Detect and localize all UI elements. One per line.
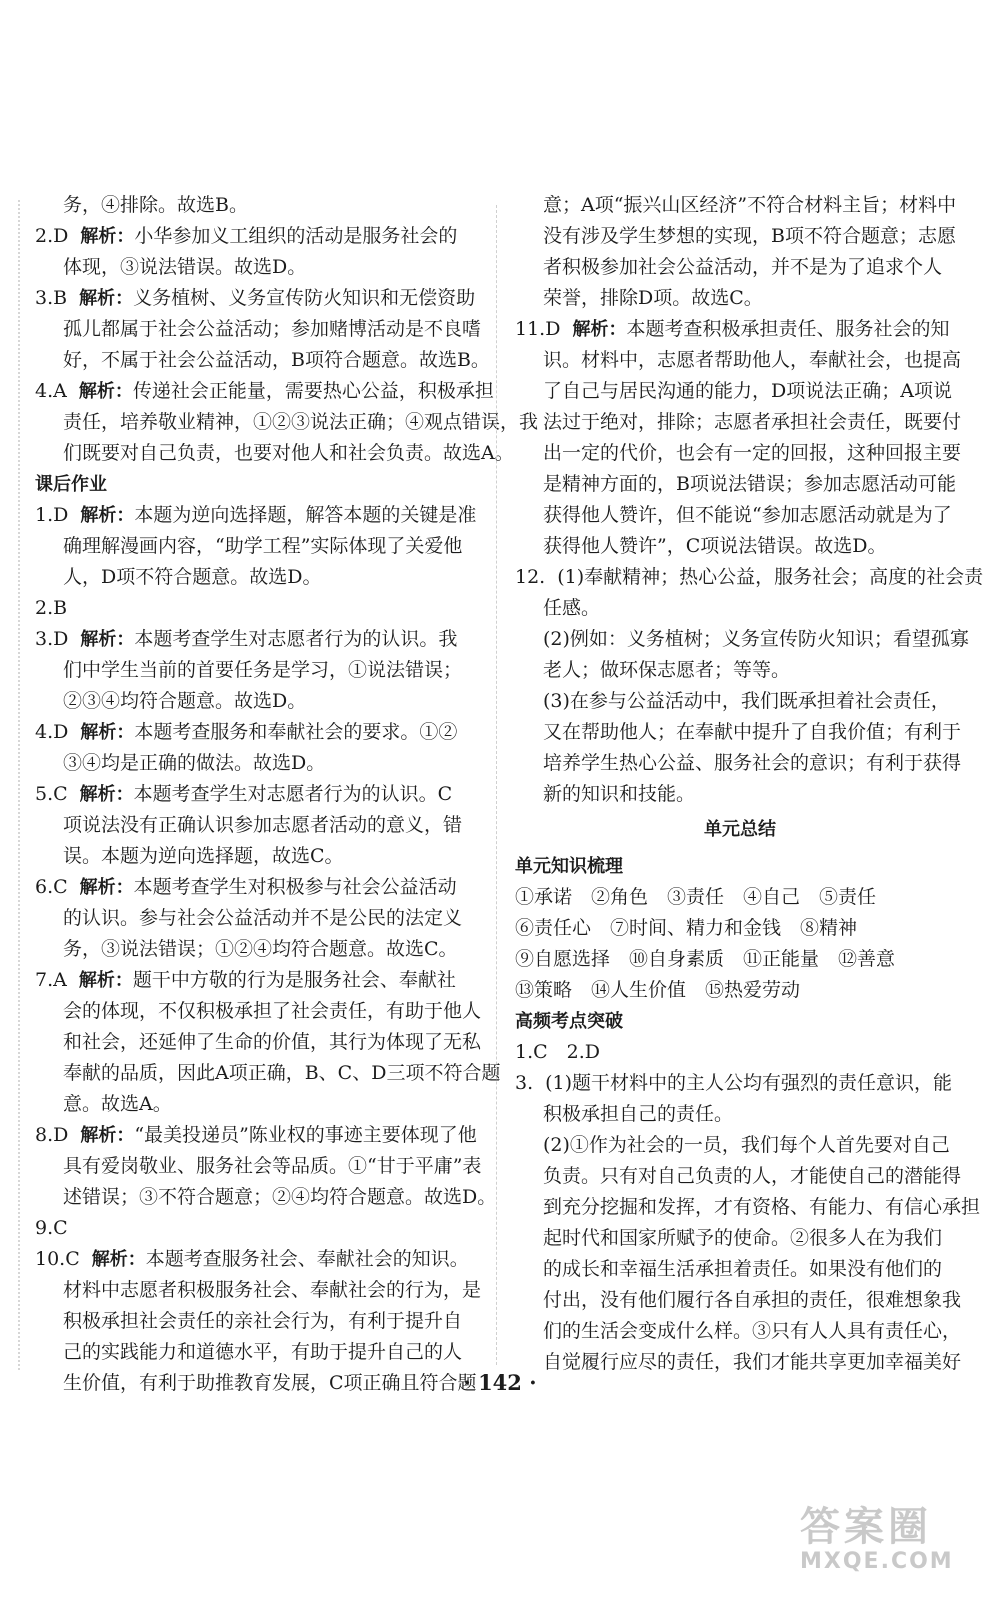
analysis-label: 解析：	[79, 288, 134, 309]
answer-number: 6.C	[35, 876, 68, 898]
answer-number: 3.D	[35, 628, 69, 650]
text-line: ②③④均符合题意。故选D。	[63, 690, 307, 712]
text-line: 具有爱岗敬业、服务社会等品质。①“甘于平庸”表	[63, 1155, 482, 1177]
text-line: 意。故选A。	[63, 1093, 172, 1115]
answer-item	[35, 624, 485, 655]
text-line: 获得他人赞许”，C项说法错误。故选D。	[543, 535, 887, 557]
answer-item	[35, 965, 485, 996]
text-line: 培养学生热心公益、服务社会的意识；有利于获得	[543, 752, 962, 774]
analysis-label: 解析：	[80, 1125, 135, 1146]
answer-text: 义务植树、义务宣传防火知识和无偿资助	[133, 287, 476, 309]
scan-edge-marks	[18, 200, 20, 1370]
section-heading: 单元知识梳理	[515, 856, 623, 877]
answer-number: 8.D	[35, 1124, 69, 1146]
answer-text: 题干中方敬的行为是服务社会、奉献社	[132, 969, 456, 991]
text-line: 了自己与居民沟通的能力，D项说法正确；A项说	[543, 380, 952, 402]
answer-number: 11.D	[515, 318, 561, 340]
text-line: 荣誉，排除D项。故选C。	[543, 287, 763, 309]
analysis-label: 解析：	[79, 784, 134, 805]
text-line: 责任，培养敬业精神，①②③说法正确；④观点错误，我	[63, 411, 539, 433]
text-line: 项说法没有正确认识参加志愿者活动的意义，错	[63, 814, 463, 836]
answer-number: 2.B	[35, 597, 68, 619]
answer-item	[515, 562, 984, 593]
text-line: 的成长和幸福生活承担着责任。如果没有他们的	[543, 1258, 943, 1280]
text-line: 材料中志愿者积极服务社会、奉献社会的行为，是	[63, 1279, 482, 1301]
answer-item	[35, 1244, 485, 1275]
text-line: 己的实践能力和道德水平，有助于提升自己的人	[63, 1341, 463, 1363]
answer-number: 10.C	[35, 1248, 80, 1270]
answer-number: 2.D	[35, 225, 69, 247]
text-line: 们中学生当前的首要任务是学习，①说法错误；	[63, 659, 463, 681]
answer-number: 9.C	[35, 1217, 68, 1239]
text-line: 起时代和国家所赋予的使命。②很多人在为我们	[543, 1227, 943, 1249]
analysis-label: 解析：	[80, 505, 135, 526]
analysis-label: 解析：	[80, 722, 135, 743]
answer-item	[35, 1120, 485, 1151]
analysis-label: 解析：	[79, 877, 134, 898]
answer-number: 5.C	[35, 783, 68, 805]
answer-item	[35, 872, 485, 903]
analysis-label: 解析：	[572, 319, 627, 340]
answer-item	[515, 1068, 965, 1099]
answer-number: 12.	[515, 566, 546, 588]
answer-text: 本题为逆向选择题，解答本题的关键是准	[134, 504, 477, 526]
answer-item	[35, 1213, 485, 1244]
answer-number: 3.B	[35, 287, 68, 309]
answer-item	[35, 717, 485, 748]
unit-summary-title: 单元总结	[704, 819, 776, 840]
watermark-logo-text: 答案圈	[800, 1504, 932, 1550]
text-line: 者积极参加社会公益活动，并不是为了追求个人	[543, 256, 943, 278]
section-heading: 课后作业	[35, 474, 107, 495]
answer-number: 4.D	[35, 721, 69, 743]
text-line: 到充分挖掘和发挥，才有资格、有能力、有信心承担	[543, 1196, 981, 1218]
watermark-logo	[800, 1505, 980, 1585]
text-line: 任感。	[543, 597, 601, 619]
text-line: 负责。只有对自己负责的人，才能使自己的潜能得	[543, 1165, 962, 1187]
answer-text: 传递社会正能量，需要热心公益，积极承担	[132, 380, 494, 402]
text-line: 好，不属于社会公益活动，B项符合题意。故选B。	[63, 349, 490, 371]
text-line: 1.C 2.D	[515, 1041, 601, 1063]
answer-text: 本题考查积极承担责任、服务社会的知	[626, 318, 950, 340]
text-line: 积极承担自己的责任。	[543, 1103, 734, 1125]
text-line: ③④均是正确的做法。故选D。	[63, 752, 326, 774]
text-line: 孤儿都属于社会公益活动；参加赌博活动是不良嗜	[63, 318, 482, 340]
answer-text: “最美投递员”陈业权的事迹主要体现了他	[134, 1124, 477, 1146]
answer-item	[35, 221, 485, 252]
text-line: 体现，③说法错误。故选D。	[63, 256, 307, 278]
text-line: 付出，没有他们履行各自承担的责任，很难想象我	[543, 1289, 962, 1311]
answer-text: 本题考查学生对积极参与社会公益活动	[133, 876, 457, 898]
text-line: 们的生活会变成什么样。③只有人人具有责任心，	[543, 1320, 962, 1342]
text-line: 识。材料中，志愿者帮助他人，奉献社会，也提高	[543, 349, 962, 371]
answer-item	[35, 593, 485, 624]
answer-text: 本题考查服务和奉献社会的要求。①②	[134, 721, 458, 743]
answer-text: (1)题干材料中的主人公均有强烈的责任意识，能	[545, 1072, 953, 1094]
answer-item	[35, 500, 485, 531]
text-line: 积极承担社会责任的亲社会行为，有利于提升自	[63, 1310, 463, 1332]
section-heading: 高频考点突破	[515, 1011, 623, 1032]
text-line: ⑨自愿选择 ⑩自身素质 ⑪正能量 ⑫善意	[515, 948, 896, 970]
answer-item	[35, 376, 494, 407]
text-line: 们既要对自己负责，也要对他人和社会负责。故选A。	[63, 442, 514, 464]
page-number: · 142 ·	[463, 1370, 537, 1395]
text-line: 务，④排除。故选B。	[63, 194, 248, 216]
text-line: 误。本题为逆向选择题，故选C。	[63, 845, 344, 867]
answer-item	[515, 314, 965, 345]
answer-text: 本题考查学生对志愿者行为的认识。我	[134, 628, 458, 650]
answer-text: 本题考查学生对志愿者行为的认识。C	[133, 783, 453, 805]
text-line: 法过于绝对，排除；志愿者承担社会责任，既要付	[543, 411, 962, 433]
text-line: 出一定的代价，也会有一定的回报，这种回报主要	[543, 442, 962, 464]
text-line: 务，③说法错误；①②④均符合题意。故选C。	[63, 938, 458, 960]
text-line: 意；A项“振兴山区经济”不符合材料主旨；材料中	[543, 194, 957, 216]
answer-number: 7.A	[35, 969, 67, 991]
text-line: ①承诺 ②角色 ③责任 ④自己 ⑤责任	[515, 886, 877, 908]
answer-item	[35, 779, 485, 810]
answer-item	[35, 283, 485, 314]
right-column	[515, 190, 984, 1378]
analysis-label: 解析：	[80, 629, 135, 650]
analysis-label: 解析：	[78, 381, 133, 402]
text-line: 人，D项不符合题意。故选D。	[63, 566, 322, 588]
text-line: (3)在参与公益活动中，我们既承担着社会责任，	[543, 690, 950, 712]
text-line: 和社会，还延伸了生命的价值，其行为体现了无私	[63, 1031, 482, 1053]
analysis-label: 解析：	[80, 226, 135, 247]
text-line: 生价值，有利于助推教育发展，C项正确且符合题	[63, 1372, 477, 1394]
text-line: 获得他人赞许，但不能说“参加志愿活动就是为了	[543, 504, 952, 526]
watermark-site-text: MXQE.COM	[800, 1549, 954, 1574]
analysis-label: 解析：	[78, 970, 133, 991]
answer-text: (1)奉献精神；热心公益，服务社会；高度的社会责	[557, 566, 984, 588]
text-line: 老人；做环保志愿者；等等。	[543, 659, 791, 681]
text-line: 的认识。参与社会公益活动并不是公民的法定义	[63, 907, 463, 929]
text-line: 新的知识和技能。	[543, 783, 696, 805]
analysis-label: 解析：	[91, 1249, 146, 1270]
text-line: (2)①作为社会的一员，我们每个人首先要对自己	[543, 1134, 950, 1156]
text-line: 又在帮助他人；在奉献中提升了自我价值；有利于	[543, 721, 962, 743]
text-line: ⑥责任心 ⑦时间、精力和金钱 ⑧精神	[515, 917, 858, 939]
text-line: 会的体现，不仅积极承担了社会责任，有助于他人	[63, 1000, 482, 1022]
answer-text: 小华参加义工组织的活动是服务社会的	[134, 225, 458, 247]
text-line: 自觉履行应尽的责任，我们才能共享更加幸福美好	[543, 1351, 962, 1373]
text-line: 确理解漫画内容，“助学工程”实际体现了关爱他	[63, 535, 463, 557]
text-line: 奉献的品质，因此A项正确，B、C、D三项不符合题	[63, 1062, 501, 1084]
answer-text: 本题考查服务社会、奉献社会的知识。	[145, 1248, 469, 1270]
column-divider	[496, 205, 497, 1365]
text-line: 述错误；③不符合题意；②④均符合题意。故选D。	[63, 1186, 497, 1208]
text-line: 没有涉及学生梦想的实现，B项不符合题意；志愿	[543, 225, 956, 247]
text-line: ⑬策略 ⑭人生价值 ⑮热爱劳动	[515, 979, 801, 1001]
text-line: (2)例如：义务植树；义务宣传防火知识；看望孤寡	[543, 628, 969, 650]
answer-number: 4.A	[35, 380, 67, 402]
text-line: 是精神方面的，B项说法错误；参加志愿活动可能	[543, 473, 956, 495]
answer-number: 1.D	[35, 504, 69, 526]
answer-number: 3.	[515, 1072, 534, 1094]
